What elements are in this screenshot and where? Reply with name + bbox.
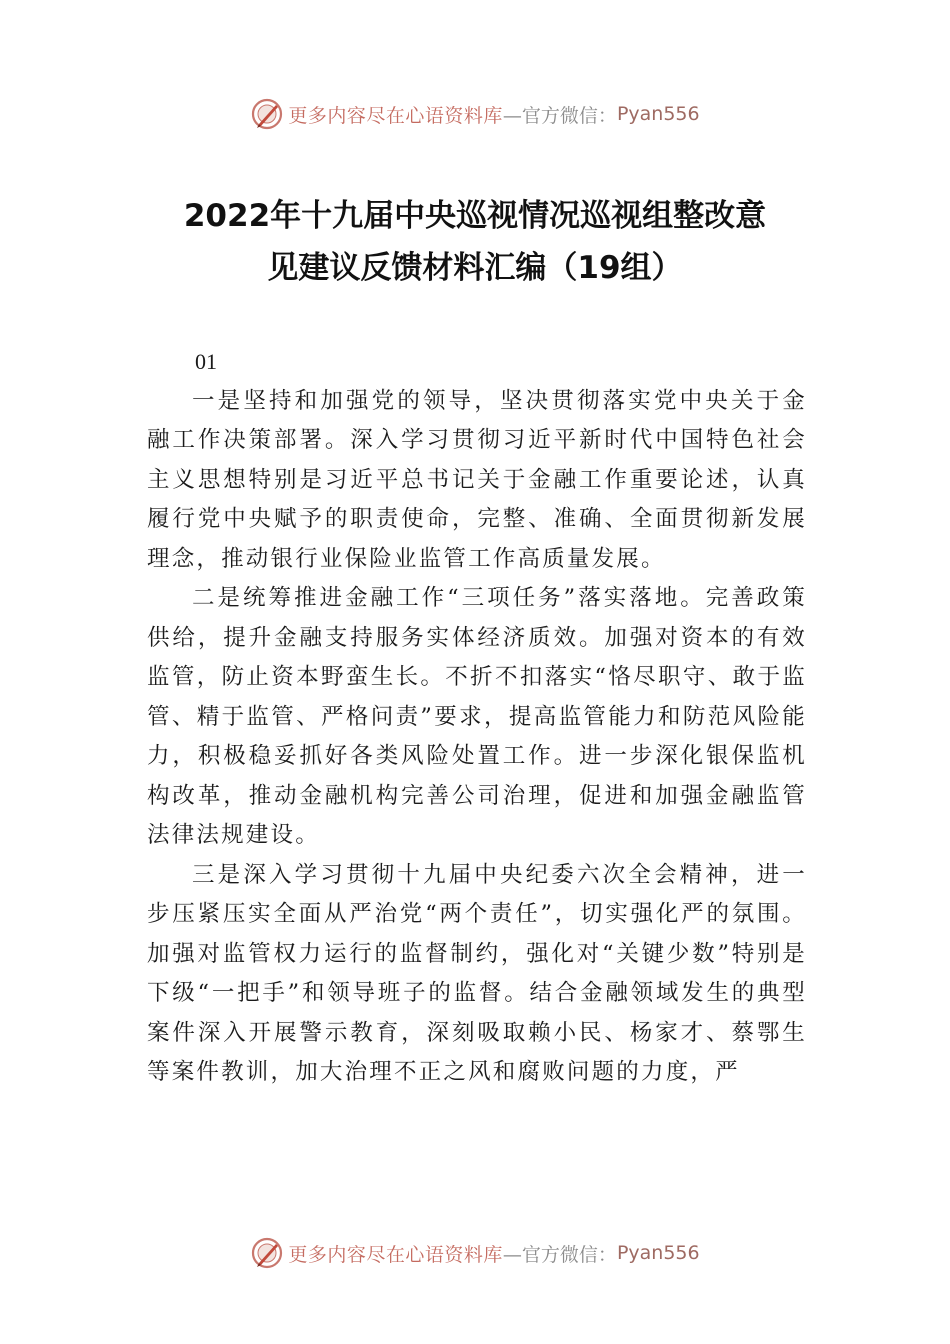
title-line-1: 2022年十九届中央巡视情况巡视组整改意 [183,198,767,234]
document-body [147,342,807,1093]
watermark-text: 更多内容尽在心语资料库 [288,104,503,127]
watermark-text: 更多内容尽在心语资料库 [288,1243,503,1266]
watermark-handle: Pyan556 [616,1242,700,1264]
watermark-separator: —官方微信： [502,1243,617,1266]
pen-logo-icon [250,1236,284,1270]
title-line-2: 见建议反馈材料汇编（19组） [267,250,683,286]
watermark-separator: —官方微信： [502,104,617,127]
paragraph-2: 二是统筹推进金融工作“三项任务”落实落地。完善政策供给，提升金融支持服务实体经济质效。加强对资本的有效监管，防止资本野蛮生长。不折不扣落实“恪尽职守、敢于监管、精于监管、严格问责”要求，提高监管能力和防范风险能力，积极稳妥抓好各类风险处置工作。进一步深化银保监机构改革，推动金融机构完善公司治理，促进和加强金融监管法律法规建设。 [147,585,807,848]
document-title [120,190,830,294]
paragraph-3: 三是深入学习贯彻十九届中央纪委六次全会精神，进一步压紧压实全面从严治党“两个责任”，切实强化严的氛围。加强对监管权力运行的监督制约，强化对“关键少数”特别是下级“一把手”和领导班子的监督。结合金融领域发生的典型案件深入开展警示教育，深刻吸取赖小民、杨家才、蔡鄂生等案件教训，加大治理不正之风和腐败问题的力度，严 [147,861,807,1085]
header-watermark [0,96,950,132]
watermark-handle: Pyan556 [616,103,700,125]
pen-logo-icon [250,97,284,131]
section-number: 01 [195,349,217,374]
footer-watermark [0,1235,950,1271]
paragraph-1: 一是坚持和加强党的领导，坚决贯彻落实党中央关于金融工作决策部署。深入学习贯彻习近平新时代中国特色社会主义思想特别是习近平总书记关于金融工作重要论述，认真履行党中央赋予的职责使命，完整、准确、全面贯彻新发展理念，推动银行业保险业监管工作高质量发展。 [147,387,807,572]
